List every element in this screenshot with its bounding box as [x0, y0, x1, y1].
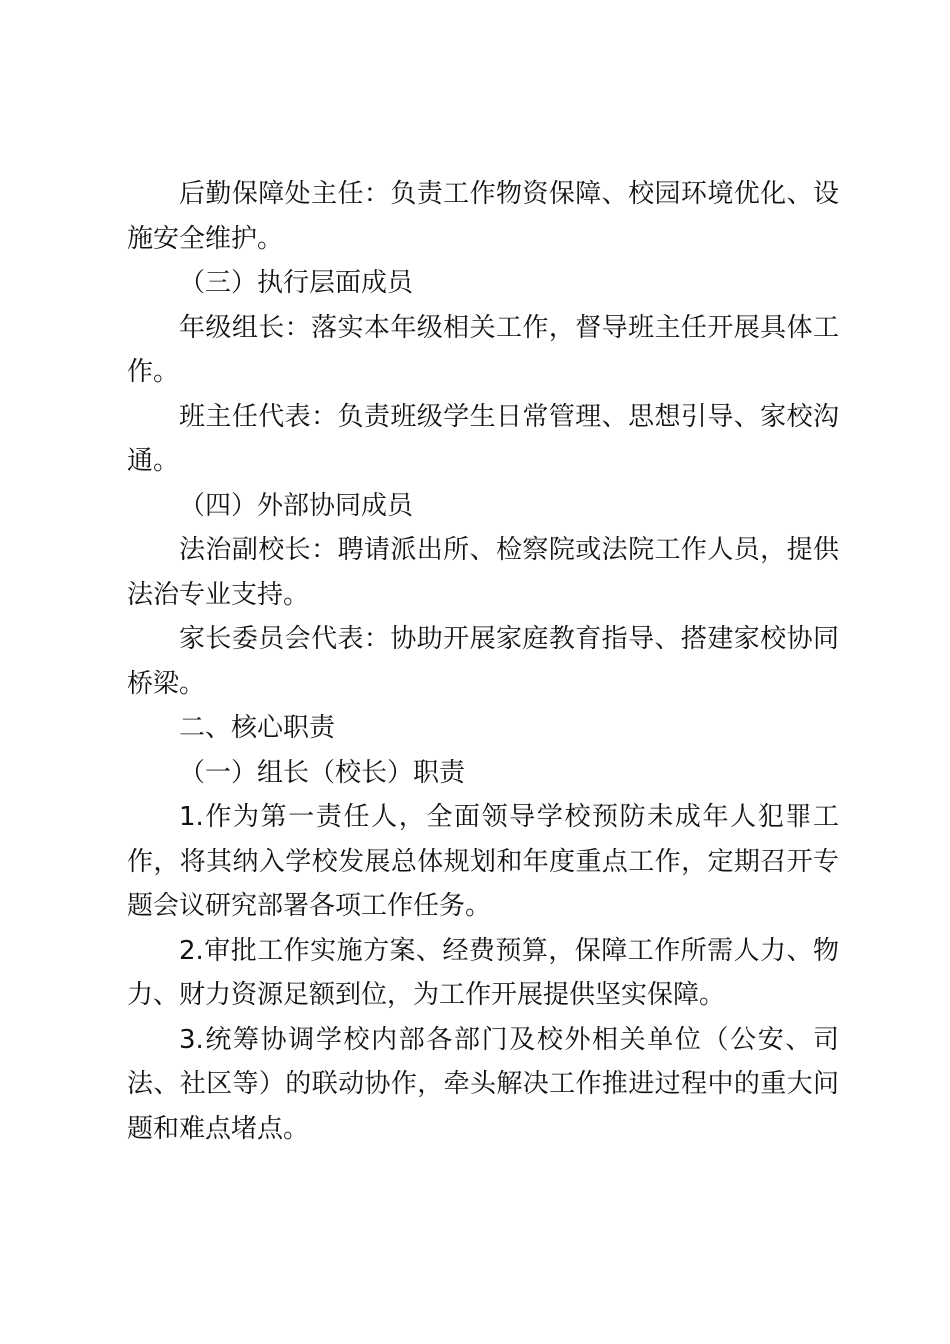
paragraph-duty-3: 3.统筹协调学校内部各部门及校外相关单位（公安、司法、社区等）的联动协作，牵头解决工作推进过程中的重大问题和难点堵点。 [127, 1024, 839, 1144]
heading-execution-members: （三）执行层面成员 [179, 268, 414, 298]
document-body [127, 172, 839, 1151]
paragraph-duty-2: 2.审批工作实施方案、经费预算，保障工作所需人力、物力、财力资源足额到位，为工作开展提供坚实保障。 [127, 935, 839, 1010]
paragraph-duty-1: 1.作为第一责任人，全面领导学校预防未成年人犯罪工作，将其纳入学校发展总体规划和年度重点工作，定期召开专题会议研究部署各项工作任务。 [127, 802, 839, 921]
paragraph-logistics-director: 后勤保障处主任：负责工作物资保障、校园环境优化、设施安全维护。 [127, 179, 839, 254]
paragraph-legal-vice-principal: 法治副校长：聘请派出所、检察院或法院工作人员，提供法治专业支持。 [127, 535, 839, 610]
paragraph-head-teacher-rep: 班主任代表：负责班级学生日常管理、思想引导、家校沟通。 [127, 401, 839, 476]
heading-core-duties: 二、核心职责 [179, 713, 336, 743]
paragraph-grade-leader: 年级组长：落实本年级相关工作，督导班主任开展具体工作。 [127, 312, 839, 387]
paragraph-parent-committee-rep: 家长委员会代表：协助开展家庭教育指导、搭建家校协同桥梁。 [127, 624, 839, 699]
heading-leader-duties: （一）组长（校长）职责 [179, 757, 466, 788]
heading-external-members: （四）外部协同成员 [179, 490, 414, 521]
